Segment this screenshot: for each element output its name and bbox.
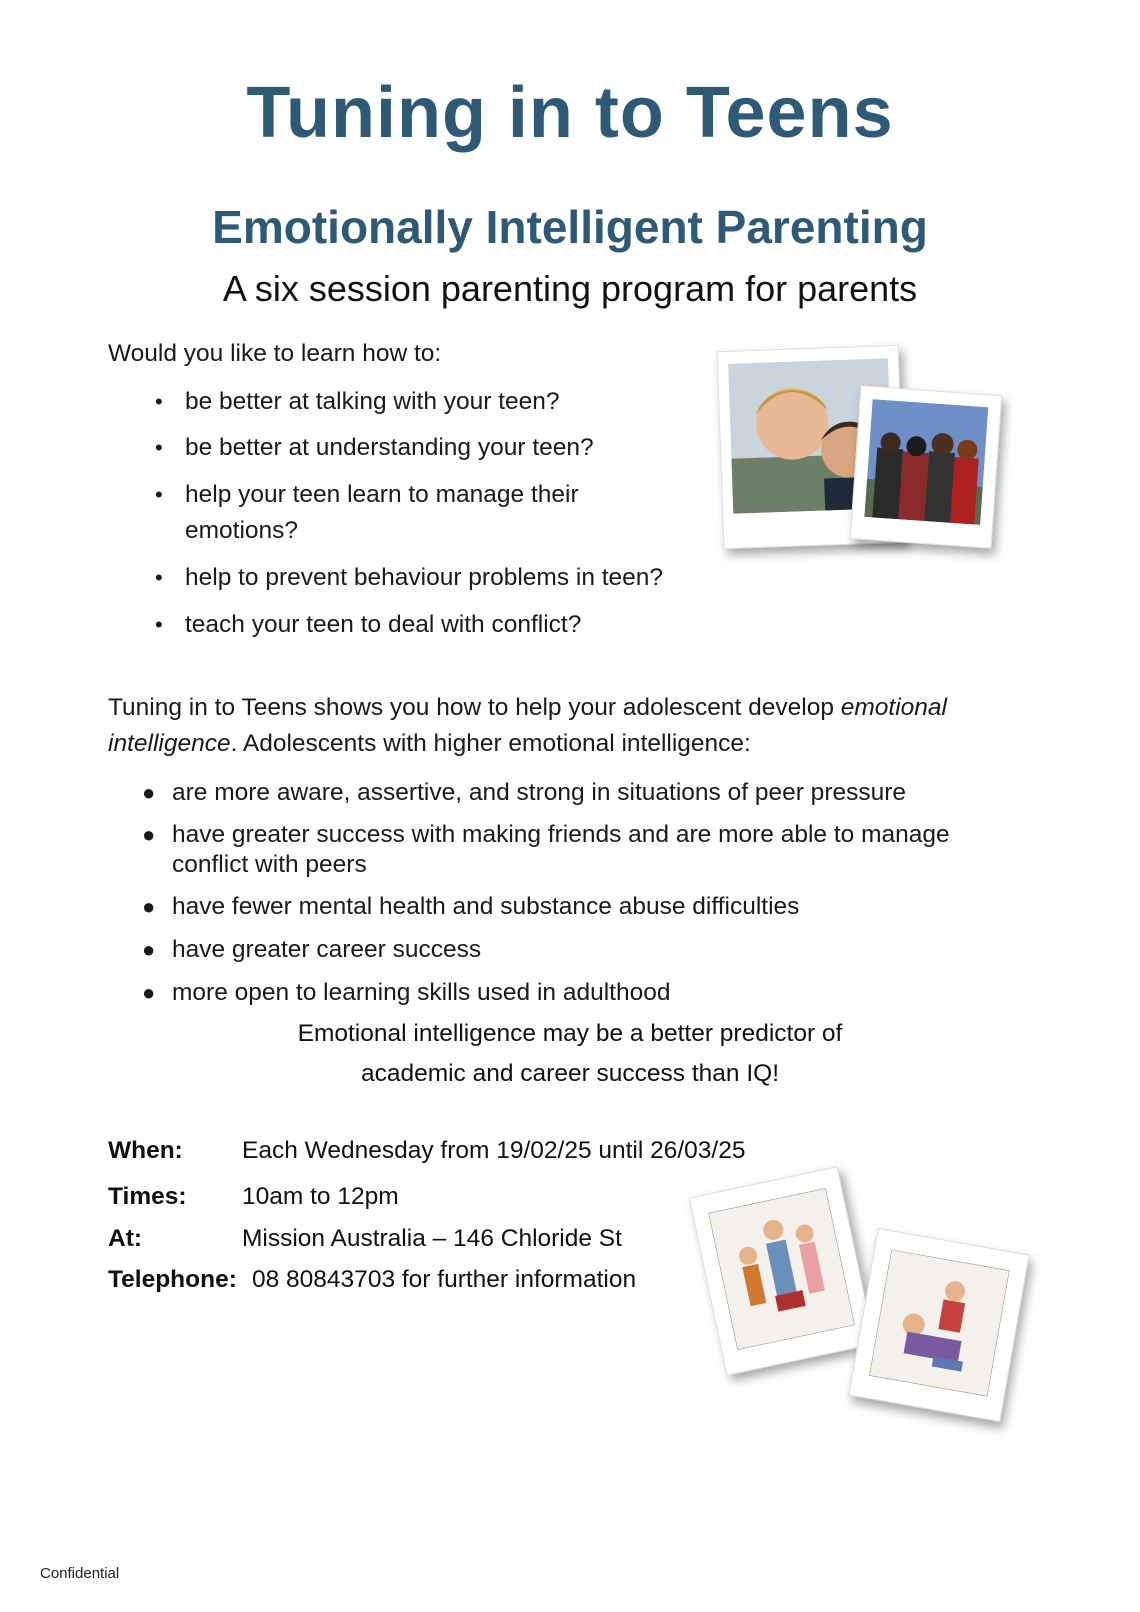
page-tagline: A six session parenting program for parents [222,268,918,309]
when-label: When: [108,1137,183,1164]
children-playing-image [869,1250,1009,1397]
family-illustration-photo [689,1166,876,1376]
telephone-value: 08 80843703 for further information [252,1266,637,1293]
highlight-line: academic and career success than IQ! [360,1060,780,1087]
confidential-footer: Confidential [40,1565,120,1582]
description-paragraph: Tuning in to Teens shows you how to help your adolescent develop emotional intelligence. Adolescents with higher emotional intelligence: [108,694,947,757]
friends-embracing-image [864,399,988,525]
times-value: 10am to 12pm [242,1183,399,1210]
telephone-label: Telephone: [108,1266,237,1293]
children-playing-photo [848,1228,1029,1422]
highlight-line: Emotional intelligence may be a better predictor of [297,1020,843,1047]
times-label: Times: [108,1183,187,1210]
page-subtitle: Emotionally Intelligent Parenting [212,201,928,253]
when-value: Each Wednesday from 19/02/25 until 26/03/25 [242,1137,746,1164]
page-title: Tuning in to Teens [246,73,894,153]
family-illustration-image [708,1188,854,1350]
friends-photo [850,385,1002,549]
intro-text: Would you like to learn how to: [108,340,442,367]
at-value: Mission Australia – 146 Chloride St [242,1225,622,1252]
at-label: At: [108,1225,143,1252]
